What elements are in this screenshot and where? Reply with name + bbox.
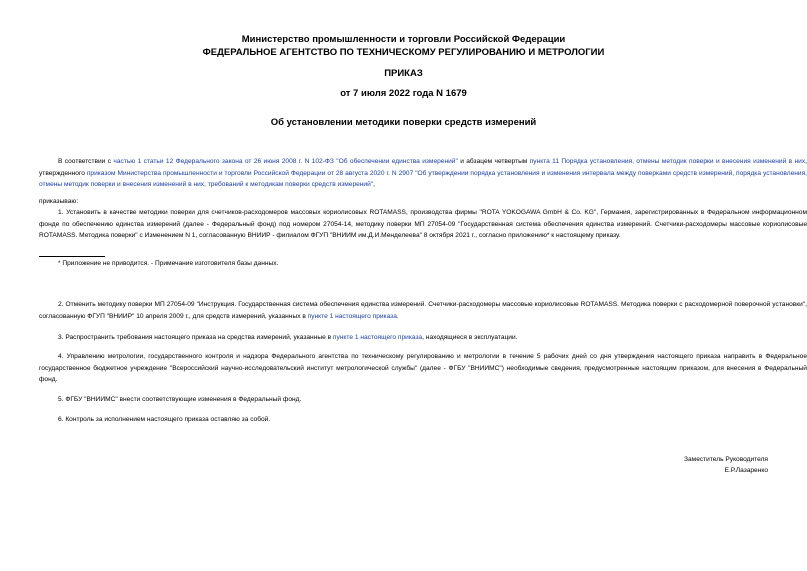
item-4-paragraph: 4. Управлению метрологии, государственного контроля и надзора Федерального агентства по техническому регулированию и метрологии в течение 5 рабочих дней со дня утверждения настоящего приказа направить в Федеральное государственное бюджетное учреждение "Всероссийский научно-исследовательский институт метрологической службы" (далее - ФГБУ "ВНИИМС") необходимые сведения, предусмотренные настоящим приказом, для внесения в Федеральный фонд.: [39, 353, 807, 383]
order-verb: приказываю:: [39, 198, 79, 205]
item-5-paragraph: 5. ФГБУ "ВНИИМС" внести соответствующие изменения в Федеральный фонд.: [58, 396, 302, 403]
item-2-text-1: 2. Отменить методику поверки МП 27054-09 "Инструкция. Государственная система обеспечения единства измерений. Счетчики-расходомеры массовые кориолисовые ROTAMASS. Методика поверки с расходомерной поверочной установки", согласованную ФГУП "ВНИИР" 10 апреля 2009 г., для средств измерений, указанных в: [39, 301, 807, 320]
item-2-link[interactable]: пункте 1 настоящего приказа: [307, 312, 397, 320]
intro-paragraph: [39, 156, 807, 188]
intro-text-4: ,: [373, 181, 375, 188]
intro-text-1: В соответствии с: [58, 158, 114, 165]
item-2-paragraph: [39, 299, 807, 323]
intro-text-3: , утвержденного: [39, 158, 807, 177]
document-type: ПРИКАЗ: [384, 68, 423, 79]
item-3-paragraph: [39, 332, 807, 344]
agency-title: ФЕДЕРАЛЬНОЕ АГЕНТСТВО ПО ТЕХНИЧЕСКОМУ РЕГУЛИРОВАНИЮ И МЕТРОЛОГИИ: [202, 47, 605, 58]
procedure-link[interactable]: пункта 11 Порядка установления, отмены методик поверки и внесения изменений в них: [529, 158, 806, 165]
item-3-text-1: 3. Распространить требования настоящего приказа на средства измерений, указанные в: [58, 334, 333, 341]
signatory-position: Заместитель Руководителя: [684, 456, 768, 463]
item-3-text-2: , находящиеся в эксплуатации.: [422, 334, 518, 341]
footnote-text: * Приложение не приводится. - Примечание изготовителя базы данных.: [58, 260, 279, 267]
intro-text-2: и абзацем четвертым: [457, 158, 530, 165]
ministry-title: Министерство промышленности и торговли Российской Федерации: [241, 34, 566, 45]
item-2-text-2: .: [396, 312, 399, 320]
ministry-order-link[interactable]: приказом Министерства промышленности и торговли Российской Федерации от 28 августа 2020 г. N 2907 "Об утверждении порядка установления и изменения интервала между поверками средств измерений, порядка установления, отмены методик поверки и внесения изменений в них, требований к методикам поверки средств измерений": [39, 169, 807, 188]
document-date-number: от 7 июля 2022 года N 1679: [340, 88, 467, 99]
document-subject: Об установлении методики поверки средств измерений: [270, 117, 537, 128]
item-6-paragraph: 6. Контроль за исполнением настоящего приказа оставляю за собой.: [58, 416, 271, 423]
signatory-name: Е.Р.Лазаренко: [724, 467, 768, 474]
law-link[interactable]: частью 1 статьи 12 Федерального закона от 26 июня 2008 г. N 102-ФЗ "Об обеспечении единства измерений": [113, 158, 458, 165]
footnote-divider: [39, 256, 105, 257]
item-1-paragraph: 1. Установить в качестве методики поверки для счетчиков-расходомеров массовых кориолисовых ROTAMASS, производства фирмы "ROTA YOKOGAWA GmbH & Co. KG", Германия, зарегистрированных в Федеральном информационном фонде по обеспечению единства измерений (далее - Федеральный фонд) под номером 27054-14, методику поверки МП 27054-09 "Государственная система обеспечения единства измерений. Счетчики-расходомеры массовые кориолисовые ROTAMASS. Методика поверки" с Изменением N 1, согласованную ВНИИР - филиалом ФГУП "ВНИИМ им.Д.И.Менделеева" 8 октября 2021 г., согласно приложению* к настоящему приказу.: [39, 209, 807, 239]
item-3-link[interactable]: пункте 1 настоящего приказа: [332, 334, 423, 341]
